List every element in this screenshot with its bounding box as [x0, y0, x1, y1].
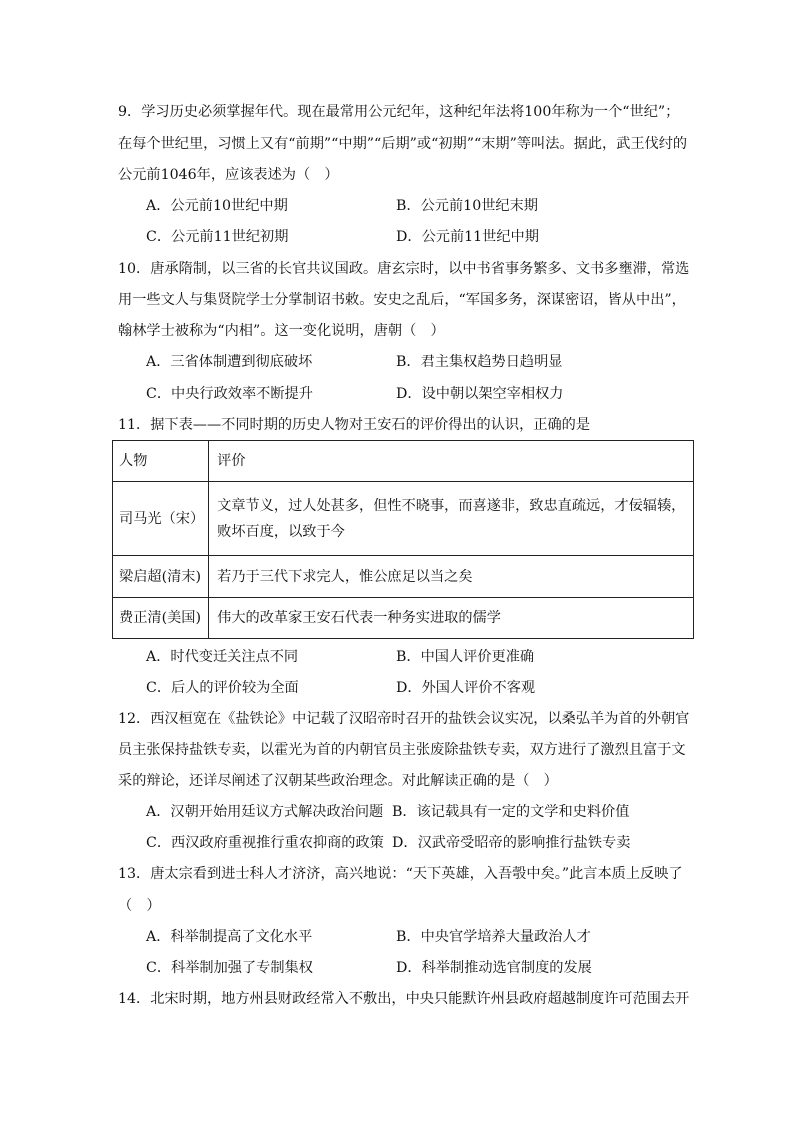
- table-header-evaluation: 评价: [209, 441, 694, 482]
- q10-stem-line-1: 10．唐承隋制，以三省的长官共议国政。唐玄宗时，以中书省事务繁多、文书多壅滞，常选: [118, 261, 690, 277]
- q9-stem-line-2: 在每个世纪里，习惯上又有“前期”“中期”“后期”或“初期”“末期”等叫法。据此，武王伐纣的: [118, 136, 688, 152]
- q14-stem-line-1: 14．北宋时期，地方州县财政经常入不敷出，中央只能默许州县政府超越制度许可范围去开: [118, 991, 690, 1007]
- table-cell-person: 费正清(美国): [113, 598, 209, 639]
- table-row: [113, 598, 694, 639]
- q10-option-d[interactable]: D．设中朝以架空宰相权力: [396, 386, 564, 402]
- evaluation-line: 败坏百度，以致于今: [217, 523, 345, 540]
- q9-option-b[interactable]: B．公元前10世纪末期: [396, 198, 538, 214]
- table-cell-evaluation: 伟大的改革家王安石代表一种务实进取的儒学: [209, 598, 694, 639]
- table-cell-evaluation: 若乃于三代下求完人，惟公庶足以当之矣: [209, 556, 694, 598]
- q10-option-c[interactable]: C．中央行政效率不断提升: [146, 386, 313, 402]
- q10-option-b[interactable]: B．君主集权趋势日趋明显: [396, 354, 563, 370]
- q12-option-c[interactable]: C．西汉政府重视推行重农抑商的政策: [146, 835, 384, 851]
- q12-stem-line-3: 采的辩论，还详尽阐述了汉朝某些政治理念。对此解读正确的是（ ）: [118, 773, 558, 789]
- q13-stem-line-1: 13．唐太宗看到进士科人才济济，高兴地说：“天下英雄，入吾彀中矣。”此言本质上反映了: [118, 866, 683, 882]
- table-row: [113, 556, 694, 598]
- q13-stem-line-2: （ ）: [118, 898, 161, 914]
- table-header-person: 人物: [113, 441, 209, 482]
- table-header-row: [113, 441, 694, 482]
- q12-option-a[interactable]: A．汉朝开始用廷议方式解决政治问题: [146, 804, 384, 820]
- q11-option-c[interactable]: C．后人的评价较为全面: [146, 680, 299, 696]
- table-cell-evaluation: [209, 482, 694, 556]
- q9-stem-line-3: 公元前1046年，应该表述为（ ）: [118, 167, 339, 183]
- q13-option-b[interactable]: B．中央官学培养大量政治人才: [396, 929, 591, 945]
- q11-stem-line-1: 11．据下表——不同时期的历史人物对王安石的评价得出的认识，正确的是: [118, 417, 591, 433]
- q10-option-a[interactable]: A．三省体制遭到彻底破坏: [146, 354, 313, 370]
- q13-option-c[interactable]: C．科举制加强了专制集权: [146, 960, 313, 976]
- q12-stem-line-1: 12．西汉桓宽在《盐铁论》中记载了汉昭帝时召开的盐铁会议实况，以桑弘羊为首的外朝官: [118, 711, 690, 727]
- q13-option-a[interactable]: A．科举制提高了文化水平: [146, 929, 313, 945]
- q12-option-d[interactable]: D．汉武帝受昭帝的影响推行盐铁专卖: [392, 835, 631, 851]
- q12-option-b[interactable]: B．该记载具有一定的文学和史料价值: [392, 804, 630, 820]
- evaluation-line: 文章节义，过人处甚多，但性不晓事，而喜遂非，致忠直疏远，才佞辐辏，: [217, 497, 686, 514]
- q10-stem-line-2: 用一些文人与集贤院学士分掌制诏书敕。安史之乱后，“军国多务，深谋密诏，皆从中出”，: [118, 292, 686, 308]
- q11-option-b[interactable]: B．中国人评价更准确: [396, 649, 535, 665]
- q12-stem-line-2: 员主张保持盐铁专卖，以霍光为首的内朝官员主张废除盐铁专卖，双方进行了激烈且富于文: [118, 742, 686, 758]
- table-row: [113, 482, 694, 556]
- q9-option-a[interactable]: A．公元前10世纪中期: [146, 198, 288, 214]
- q13-option-d[interactable]: D．科举制推动选官制度的发展: [396, 960, 592, 976]
- q9-option-c[interactable]: C．公元前11世纪初期: [146, 229, 289, 245]
- q9-stem-line-1: 9．学习历史必须掌握年代。现在最常用公元纪年，这种纪年法将100年称为一个“世纪”；: [118, 104, 680, 120]
- q11-option-d[interactable]: D．外国人评价不客观: [396, 680, 536, 696]
- q10-stem-line-3: 翰林学士被称为“内相”。这一变化说明，唐朝（ ）: [118, 323, 445, 339]
- table-cell-person: 司马光（宋）: [113, 482, 209, 556]
- q11-option-a[interactable]: A．时代变迁关注点不同: [146, 649, 299, 665]
- table-cell-person: 梁启超(清末): [113, 556, 209, 598]
- evaluation-table: [112, 440, 694, 639]
- q9-option-d[interactable]: D．公元前11世纪中期: [396, 229, 539, 245]
